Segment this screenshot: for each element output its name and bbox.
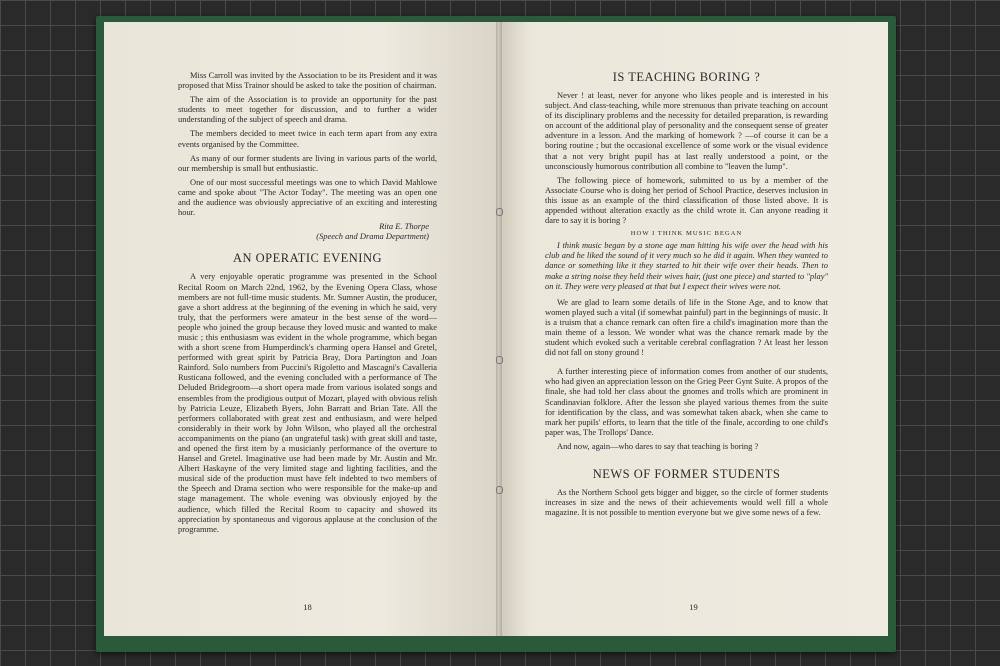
left-page [104, 22, 499, 636]
book-spine [496, 22, 502, 636]
page-number: 19 [689, 602, 698, 612]
page-number: 18 [303, 602, 312, 612]
binding-stitch [496, 356, 503, 364]
signature-name: Rita E. Thorpe [379, 221, 429, 232]
article-heading: AN OPERATIC EVENING [232, 251, 383, 266]
article-body: A very enjoyable operatic programme was presented in the School Recital Room on March 22nd, 1962, by the Evening Opera Class, whose members are not full-time music students. Mr. Sumner Austin, the producer, gave a short address at the beginning of the evening in which he said, very truly, that the performers were amateur in the best sense of the word—people who joined the group because they loved music and wanted to make music ; this enthusiasm was evident in the whole programme, which began with a short scene from Humperdinck's charming opera Hansel and Gretel, performed with great spirit by Patricia Bray, Dora Partington and Joan Rainford. Solo numbers from Puccini's Rigoletto and Mascagni's Cavalleria Rusticana followed, and the evening concluded with a performance of The Deluded Bridegroom—a short opera made from various isolated songs and ensembles from the prodigious output of Mozart, played with obvious relish by Patricia Leuze, Elizabeth Byers, John Barratt and Brian Tate. All the performers collaborated with great zest and enthusiasm, and were helped considerably in their work by John Wilson, who played all the orchestral accompaniments on the piano (an ungrateful task) with great skill and taste, and opened the first item by a musicianly performance of the overture to Hansel and Gretel. Imaginative use had been made by Mr. Austin and Mr. Albert Haskayne of the very limited stage and lighting facilities, and the musical side of the production must have felt indebted to two members of the Speech and Drama section who were responsible for the make-up and stage management. The whole evening was obviously enjoyed by the audience, which filled the Recital Room to capacity and showed its appreciation by spontaneous and vigorous applause at the conclusion of the programme. [178, 271, 437, 534]
homework-text: I think music began by a stone age man hitting his wife over the head with his club and he liked the sound of it very much so he did it again. When they wanted to dance or something like it they started to hit their wife over their heads. Then to make a string noise they held their wives hair, (just one piece) and started to "play" on it. They were very pleased at that but I expect their wives were not. [545, 240, 828, 291]
article-paragraph: The following piece of homework, submitted to us by a member of the Associate Course who is doing her period of School Practice, deserves inclusion in this issue as an example of the third classification of those listed above. It is appended without alteration exactly as the child wrote it. Can anyone reading it dare to say it is boring ? [545, 174, 828, 226]
article-paragraph: A further interesting piece of information comes from another of our students, who had given an appreciation lesson on the Grieg Peer Gynt Suite. A propos of the finale, she had told her class about the gnomes and trolls which are prominent in Scandinavian folklore. After the lesson she played various themes from the suite for identification by the class, and was somewhat taken aback, when she came to mark her pupils' efforts, to learn that the title of the finale, according to one child's paper was, The Trollops' Dance. [545, 366, 828, 437]
signature-department: (Speech and Drama Department) [316, 231, 429, 242]
homework-heading: HOW I THINK MUSIC BEGAN [630, 230, 743, 238]
article-paragraph: We are glad to learn some details of life in the Stone Age, and to know that women played such a vital (if somewhat painful) part in the beginnings of music. It is a truism that a chance remark can often fire a child's imagination more than the main theme of a lesson. We wonder what was the chance remark made by the student which evoked such a veritable cerebral conflagration ? At least her lesson did not fall on stony ground ! [545, 296, 828, 358]
intro-paragraph: The aim of the Association is to provide an opportunity for the past students to meet together for discussion, and to further a wider understanding of the subject of speech and drama. [178, 94, 437, 125]
article-heading: NEWS OF FORMER STUDENTS [592, 467, 781, 481]
article-paragraph: And now, again—who dares to say that teaching is boring ? [557, 440, 759, 451]
intro-paragraph: The members decided to meet twice in each term apart from any extra events organised by the Committee. [178, 128, 437, 149]
intro-paragraph: As many of our former students are living in various parts of the world, our membership is small but enthusiastic. [178, 152, 437, 173]
intro-paragraph: Miss Carroll was invited by the Association to be its President and it was proposed that Miss Trainor should be asked to take the position of chairman. [178, 70, 437, 91]
article-paragraph: Never ! at least, never for anyone who likes people and is interested in his subject. And class-teaching, while more strenuous than private teaching on account of its disciplinary problems and the necessity for detailed preparation, is rewarding on account of the additional play of personality and the consequent sense of greater adventure in a lesson. And the marking of homework ? —of course it can be a boring routine ; but the occasional excellence of some work or the visual evidence that a not very bright pupil has at last really understood a point, or the unconsciously humorous contribution all combine to "leaven the lump". [545, 90, 828, 171]
article-heading: IS TEACHING BORING ? [612, 70, 761, 84]
binding-stitch [496, 486, 503, 494]
intro-paragraph: One of our most successful meetings was one to which David Mahlowe came and spoke about "The Actor Today". The meeting was an open one and the audience was obviously appreciative of an exciting and interesting hour. [178, 176, 437, 218]
binding-stitch [496, 208, 503, 216]
right-page [499, 22, 888, 636]
article-paragraph: As the Northern School gets bigger and bigger, so the circle of former students increases in size and the news of their achievements would well fill a whole magazine. It is not possible to mention everyone but we give some news of a few. [545, 487, 828, 518]
